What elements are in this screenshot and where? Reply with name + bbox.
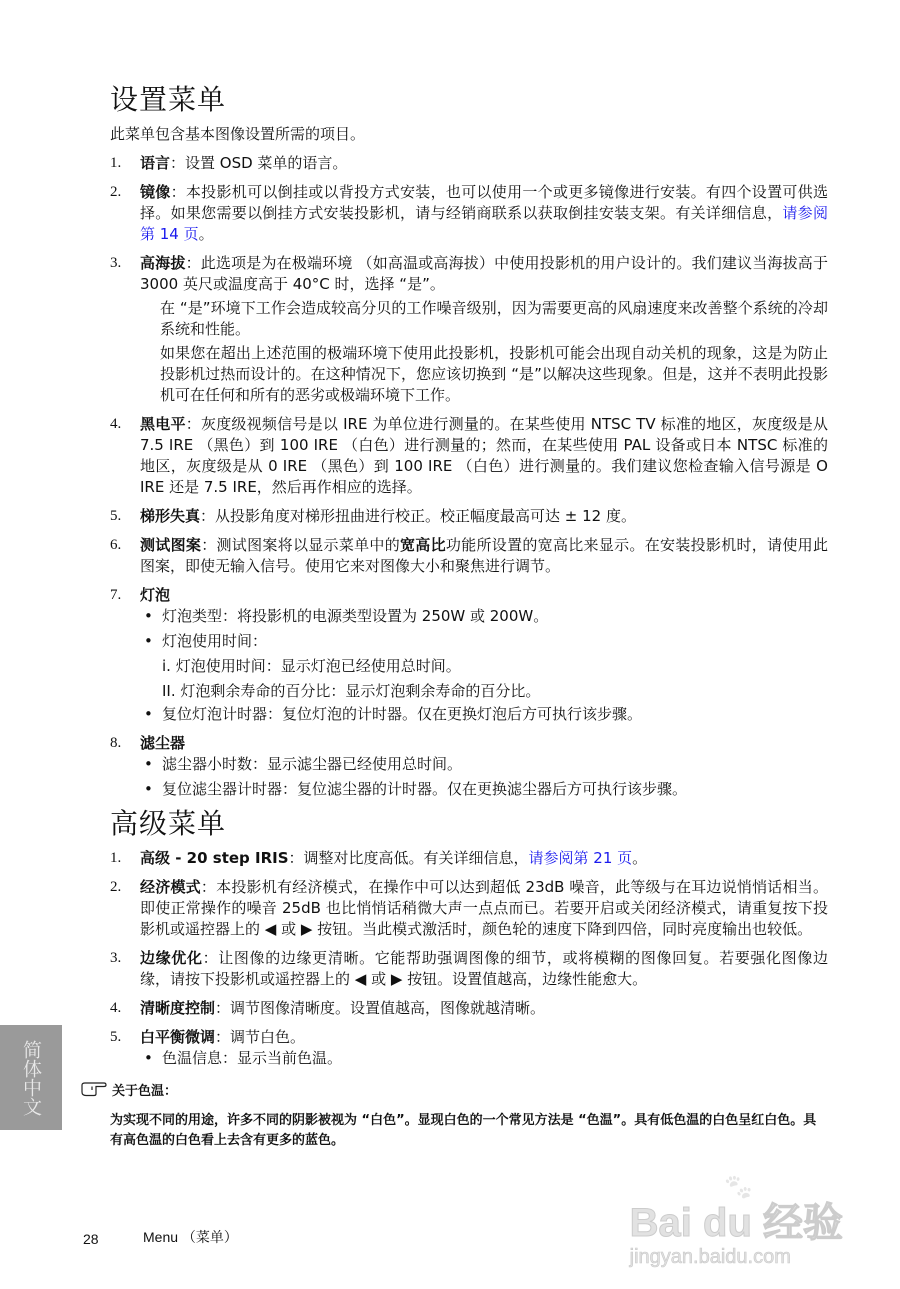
item-term: 黑电平 (140, 415, 186, 433)
note-text: 为实现不同的用途，许多不同的阴影被视为 “白色”。显现白色的一个常见方法是 “色温”。具有低色温的白色呈红白色。具有高色温的白色看上去含有更多的蓝色。 (110, 1113, 817, 1148)
intro-text: 此菜单包含基本图像设置所需的项目。 (110, 125, 366, 143)
item-term: 梯形失真 (140, 507, 201, 525)
pointing-hand-icon (80, 1081, 108, 1103)
item-number: 4. (110, 1000, 122, 1016)
bullet-item: • 复位灯泡计时器：复位灯泡的计时器。仅在更换灯泡后方可执行该步骤。 (140, 704, 828, 725)
item-text: ：从投影角度对梯形扭曲进行校正。校正幅度最高可达 ± 12 度。 (200, 507, 636, 525)
item-number: 3. (110, 950, 122, 966)
item-number: 5. (110, 1029, 122, 1045)
item-paragraph: 在 “是”环境下工作会造成较高分贝的工作噪音级别，因为需要更高的风扇速度来改善整个系统的冷却系统和性能。 (160, 299, 828, 338)
page-link[interactable]: 请参阅第 21 页 (528, 849, 633, 867)
item-text: ：让图像的边缘更清晰。它能帮助强调图像的细节，或将模糊的图像回复。若要强化图像边缘，请按下投影机或遥控器上的 ◀ 或 ▶ 按钮。设置值越高，边缘性能愈大。 (140, 949, 828, 988)
item-term: 测试图案 (140, 536, 202, 554)
page-footer (83, 1173, 843, 1289)
sub-item: i. 灯泡使用时间：显示灯泡已经使用总时间。 (162, 657, 461, 675)
item-number: 5. (110, 508, 122, 524)
footer-section: Menu （菜单） (143, 1229, 238, 1245)
language-side-tab (0, 1025, 62, 1130)
list-item (110, 585, 828, 725)
item-number: 3. (110, 255, 122, 271)
list-item (110, 535, 828, 577)
item-text: ：本投影机可以倒挂或以背投方式安装，也可以使用一个或更多镜像进行安装。有四个设置可供选择。如果您需要以倒挂方式安装投影机，请与经销商联系以获取倒挂安装支架。有关详细信息， (140, 183, 828, 222)
list-item (110, 414, 828, 498)
list-item (110, 1027, 828, 1069)
item-term: 高级 - 20 step IRIS (140, 849, 289, 867)
item-text: ：设置 OSD 菜单的语言。 (170, 154, 348, 172)
item-text: ：调整对比度高低。有关详细信息， (288, 849, 529, 867)
item-term: 经济模式 (140, 878, 201, 896)
item-text-end: 。 (632, 849, 648, 867)
item-term: 边缘优化 (140, 949, 203, 967)
bullet-item: • 灯泡类型：将投影机的电源类型设置为 250W 或 200W。 (140, 606, 828, 627)
list-item (110, 506, 828, 527)
list-item (110, 877, 828, 940)
item-number: 2. (110, 184, 122, 200)
bullet-item: • 灯泡使用时间： (140, 631, 828, 652)
baidu-watermark (630, 1173, 843, 1269)
item-term: 语言 (140, 154, 171, 172)
item-term: 白平衡微调 (140, 1028, 216, 1046)
note-header (80, 1081, 828, 1103)
item-text: 功能所设置的宽高比来显示。在安装投影机时，请使用此图案，即使无输入信号。使用它来对图像大小和聚焦进行调节。 (140, 536, 828, 575)
list-item (110, 848, 828, 869)
setup-intro (110, 124, 828, 145)
bullet-item: • 复位滤尘器计时器：复位滤尘器的计时器。仅在更换滤尘器后方可执行该步骤。 (140, 779, 828, 800)
page-number: 28 (83, 1231, 99, 1247)
list-item (110, 948, 828, 990)
item-term: 滤尘器 (140, 734, 186, 752)
item-text: ：调节图像清晰度。设置值越高，图像就越清晰。 (215, 999, 546, 1017)
section-title-setup: 设置菜单 (110, 83, 227, 116)
section-title-advanced: 高级菜单 (110, 807, 227, 840)
item-text: ：调节白色。 (215, 1028, 306, 1046)
list-item (110, 182, 828, 245)
item-number: 7. (110, 587, 122, 603)
list-item (110, 998, 828, 1019)
item-term: 镜像 (140, 183, 171, 201)
item-number: 8. (110, 735, 122, 751)
watermark-logo: Bai du 经验 (629, 1201, 843, 1245)
list-item (110, 153, 828, 174)
page-content (83, 0, 843, 1289)
page-link[interactable]: 请参阅第 14 页 (140, 204, 828, 243)
item-term: 高海拔 (140, 254, 186, 272)
watermark-url: jingyan.baidu.com (629, 1246, 791, 1268)
bullet-item: • 色温信息：显示当前色温。 (140, 1048, 828, 1069)
sub-item: II. 灯泡剩余寿命的百分比：显示灯泡剩余寿命的百分比。 (162, 682, 541, 700)
item-text: ：此选项是为在极端环境 （如高温或高海拔）中使用投影机的用户设计的。我们建议当海拔高于 3000 英尺或温度高于 40°C 时，选择 “是”。 (140, 254, 828, 293)
item-text: ：测试图案将以显示菜单中的 (201, 536, 401, 554)
item-paragraph: 如果您在超出上述范围的极端环境下使用此投影机，投影机可能会出现自动关机的现象，这是为防止投影机过热而设计的。在这种情况下，您应该切换到 “是”以解决这些现象。但是，这并不表明此投影机可在任何和所有的恶劣或极端环境下工作。 (160, 344, 828, 404)
item-term: 清晰度控制 (140, 999, 216, 1017)
note-title: 关于色温： (112, 1084, 178, 1099)
item-term: 灯泡 (140, 586, 171, 604)
list-item (110, 253, 828, 406)
bullet-item: • 滤尘器小时数：显示滤尘器已经使用总时间。 (140, 754, 828, 775)
side-tab-label: 简体中文 (20, 1039, 42, 1116)
item-number: 4. (110, 416, 122, 432)
item-text-end: 。 (198, 225, 214, 243)
list-item (110, 733, 828, 800)
paw-icon: 🐾︎ (721, 1172, 755, 1202)
item-number: 1. (110, 155, 122, 171)
item-number: 6. (110, 537, 122, 553)
item-text: ：本投影机有经济模式，在操作中可以达到超低 23dB 噪音，此等级与在耳边说悄悄话相当。即使正常操作的噪音 25dB 也比悄悄话稍微大声一点点而已。若要开启或关闭经济模式，请重复按下投影机或遥控器上的 ◀ 或 ▶ 按钮。当此模式激活时，颜色轮的速度下降到四倍，同时亮度输出也较低。 (140, 878, 828, 938)
item-bold-term: 宽高比 (400, 536, 446, 554)
item-number: 1. (110, 850, 122, 866)
item-text: ：灰度级视频信号是以 IRE 为单位进行测量的。在某些使用 NTSC TV 标准的地区，灰度级是从 7.5 IRE （黑色）到 100 IRE （白色）进行测量的；然而，在某些使用 PAL 设备或日本 NTSC 标准的地区，灰度级是从 0 IRE （黑色）到 100 IRE （白色）进行测量的。我们建议您检查输入信号源是 O IRE 还是 7.5 IRE，然后再作相应的选择。 (140, 415, 828, 496)
item-number: 2. (110, 879, 122, 895)
